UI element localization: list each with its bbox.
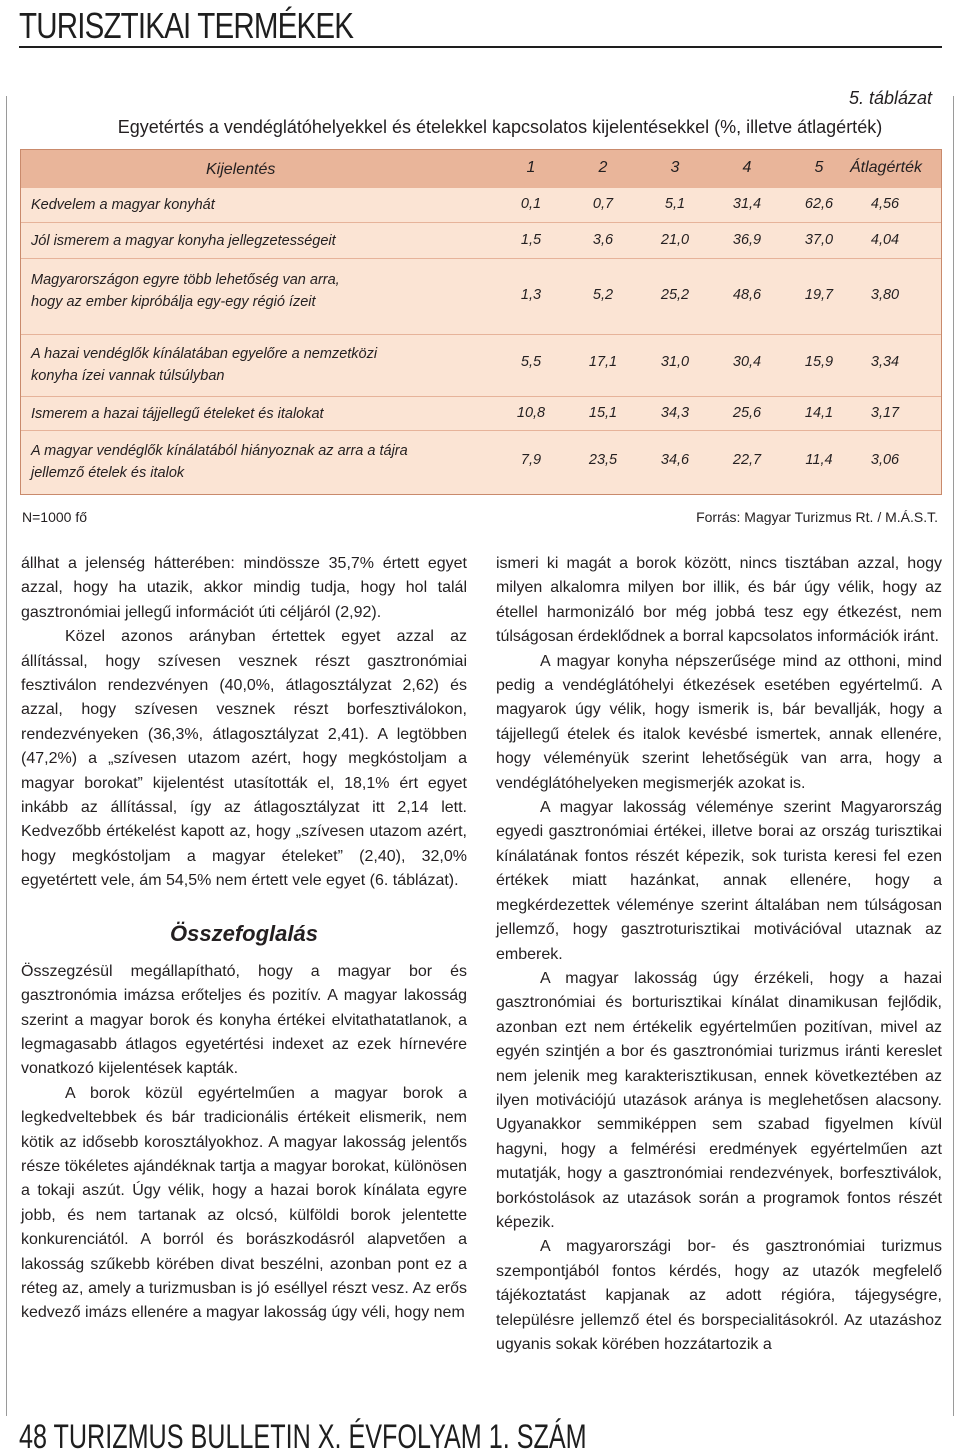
table-header-row [21,150,941,188]
table-cell: 4,56 [870,196,900,212]
paragraph: A magyar konyha népszerűsége mind az otthoni, mind pedig a vendéglátóhelyi étkezések esetében egyértelmű. A magyarok úgy vélik, hogy ismerik is, bár bevallják, hogy a tájjellegű ételek és italok kevésbé ismertek, annak ellenére, hogy véleményük szerint lehetőségük van arra, hogy a vendéglátóhelyeken megismerjék azokat is. [496,652,942,792]
row-label-line: Ismerem a hazai tájjellegű ételeket és italokat [31,406,324,422]
table-cell: 3,6 [592,232,614,248]
section-heading: Összefoglalás [170,920,318,946]
table-cell: 1,3 [520,287,542,303]
column-header: 2 [598,159,608,176]
table-cell: 31,4 [732,196,762,212]
row-label [31,269,340,313]
table-cell: 3,34 [870,354,900,370]
table-cell: 11,4 [805,452,833,468]
row-label-line: A hazai vendéglők kínálatában egyelőre a nemzetközi [31,346,378,362]
table-cell: 7,9 [520,452,542,468]
table-cell: 36,9 [732,232,762,248]
row-label [31,194,215,216]
right-text-column [496,552,942,1357]
header-rule [19,46,942,48]
column-header: 3 [670,159,680,176]
table-row [21,334,941,397]
table-cell: 3,17 [870,405,900,421]
row-label [31,403,324,425]
table-cell: 25,6 [732,405,762,421]
left-text-column [21,552,467,1326]
table-cell: 0,1 [520,196,542,212]
table-row [21,188,941,222]
row-label [31,440,408,484]
table-sample-note: N=1000 fő [22,509,87,525]
table-number: 5. táblázat [848,88,932,108]
table-row [21,430,941,495]
row-label [31,230,336,252]
row-label-line: konyha ízei vannak túlsúlyban [31,368,225,384]
row-label-line: Jól ismerem a magyar konyha jellegzetességeit [31,233,336,249]
paragraph: állhat a jelenség hátterében: mindössze 35,7% értett egyet azzal, hogy ha utazik, akkor mindig tudja, hogy hol talál gasztronómiai jellegű információt úti céljáról (2,92). [21,555,467,621]
row-label-line: Magyarországon egyre több lehetőség van arra, [31,272,340,288]
table-cell: 5,2 [592,287,614,303]
table-cell: 25,2 [660,287,690,303]
table-cell: 10,8 [516,405,546,421]
table-cell: 19,7 [804,287,834,303]
column-header: Átlagérték [849,159,923,176]
row-label-line: hogy az ember kipróbálja egy-egy régió ízeit [31,294,316,310]
row-label-line: Kedvelem a magyar konyhát [31,197,215,213]
table-cell: 3,06 [870,452,900,468]
table-cell: 3,80 [870,287,900,303]
paragraph: A borok közül egyértelműen a magyar borok a legkedveltebbek és bár tradicionális értékeit elismerik, nem kötik az idősebb korosztályokhoz. A magyar lakosság jelentős része tökéletes ajándéknak tartja a magyar borokat, különösen a tokaji aszút. Úgy vélik, hogy a hazai borok kínálata egyre jobb, és nem tartanak az olcsó, külföldi borok jelentette konkurenciától. A borról és borászkodásról alapvetően a lakosság szűkebb körében divat beszélni, azonban pont ez a réteg az, amely a turizmusban is jó eséllyel részt vesz. Az erős kedvező imázs ellenére a magyar lakosság úgy véli, hogy nem [21,1084,467,1322]
paragraph: A magyar lakosság úgy érzékeli, hogy a hazai gasztronómiai és borturisztikai kínálat dinamikusan fejlődik, azonban ezt nem értékelik egyértelműen pozitívan, mivel az egyén szintjén a bor és gasztronómiai turizmus iránti kereslet nem jelenik meg karakterisztikusan, ennek következtében az ilyen motivációjú utazások aránya is meglehetősen alacsony. Ugyanakkor semmiképpen sem szabad figyelmen kívül hagyni, hogy a felmérési eredmények egyértelműen azt mutatják, hogy a gasztronómiai rendezvények, borfesztiválok, borkóstolások az utazások során a programok fontos részét képezik. [496,969,942,1231]
table-row [21,222,941,259]
paragraph: Összegzésül megállapítható, hogy a magyar bor és gasztronómia imázsa erőteljes és pozitív. A magyar lakosság szerint a magyar borok és konyha értékei elvitathatatlanok, a legmagasabb átlagos egyetértési indexet az ezek hírnevére vonatkozó kijelentések kapták. [21,962,467,1078]
table-cell: 14,1 [804,405,834,421]
data-table [20,149,942,495]
table-cell: 5,1 [664,196,686,212]
paragraph: A magyarországi bor- és gasztronómiai turizmus szempontjából fontos kérdés, hogy az utazók megfelelő tájékoztatást kapjanak az adott régióra, tájegységre, településre jellemző étel és borspecialitásokról. Az utazáshoz ugyanis sokak körében hozzátartozik a [496,1238,942,1353]
paragraph: Közel azonos arányban értettek egyet azzal az állítással, hogy szívesen vesznek részt gasztronómiai fesztiválon rendezvényen (40,0%, átlagosztályzat 2,62) és azzal, hogy szívesen vesznek részt borfesztiválokon, rendezvényeken (36,3%, átlagosztályzat 2,41). A legtöbben (47,2%) a „szívesen utazom azért, hogy megkóstoljam a magyar borokat” kijelentést utasították el, 18,1% ért egyet inkább az állítással, így az átlagosztályzat itt 2,14 lett. Kedvezőbb értékelést kapott az, hogy „szívesen utazom azért, hogy megkóstoljam a magyar ételeket” (2,40), 32,0% egyetértett vele, ám 54,5% nem értett vele egyet (6. táblázat). [21,628,467,890]
paragraph: A magyar lakosság véleménye szerint Magyarország egyedi gasztronómiai értékei, illetve borai az ország turisztikai kínálatának fontos részét képezik, sok turista keresi fel ezen értékek miatt hazánkat, annak ellenére, hogy a megkérdezettek véleménye szerint általában nem túlságosan jellemző, hogy gasztroturisztikai motivációval utaznak az emberek. [496,799,942,963]
frame-left-border [6,96,7,1416]
table-cell: 22,7 [732,452,762,468]
page-header-title: TURISZTIKAI TERMÉKEK [19,5,354,46]
table-row [21,396,941,431]
table-cell: 17,1 [588,354,618,370]
table-cell: 48,6 [732,287,762,303]
table-cell: 31,0 [660,354,690,370]
table-cell: 5,5 [520,354,542,370]
page-footer: 48 TURIZMUS BULLETIN X. ÉVFOLYAM 1. SZÁM [19,1418,587,1456]
table-source-note: Forrás: Magyar Turizmus Rt. / M.Á.S.T. [696,509,938,525]
column-header: Kijelentés [206,161,276,178]
table-cell: 62,6 [804,196,834,212]
row-label-line: jellemző ételek és italok [31,465,185,481]
table-cell: 34,3 [660,405,690,421]
column-header: 5 [814,159,824,176]
row-label-line: A magyar vendéglők kínálatából hiányoznak az arra a tájra [31,443,408,459]
table-cell: 37,0 [804,232,834,248]
table-cell: 4,04 [870,232,900,248]
table-cell: 21,0 [660,232,690,248]
table-row [21,258,941,335]
table-cell: 0,7 [592,196,614,212]
frame-right-border [953,96,954,1416]
table-title: Egyetértés a vendéglátóhelyekkel és ételekkel kapcsolatos kijelentésekkel (%, illetve átlagérték) [117,117,883,137]
table-cell: 23,5 [588,452,618,468]
column-header: 1 [526,159,536,176]
table-cell: 15,9 [804,354,834,370]
table-cell: 30,4 [732,354,762,370]
column-header: 4 [742,159,752,176]
table-cell: 34,6 [660,452,690,468]
paragraph: ismeri ki magát a borok között, nincs tisztában azzal, hogy milyen alkalomra milyen bor illik, és bár úgy vélik, hogy az étellel harmonizáló bor még jobbá tesz egy étkezést, nem túlságosan érdeklődnek a borral kapcsolatos információk iránt. [496,555,942,646]
table-cell: 1,5 [520,232,542,248]
table-cell: 15,1 [588,405,618,421]
row-label [31,343,377,387]
